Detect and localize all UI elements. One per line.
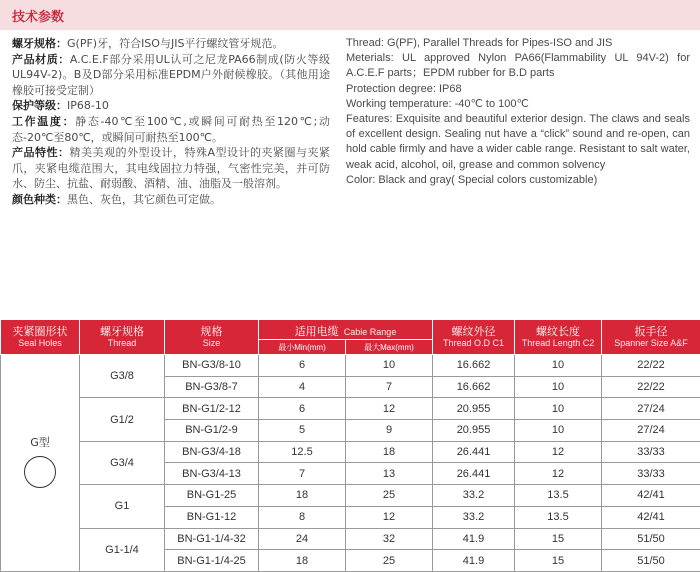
spec-text: 静态-40℃至100℃,或瞬间可耐热至120℃;动态-20℃至80℃，或瞬间可耐热至100℃。 <box>12 114 330 144</box>
thread-od-cell: 20.955 <box>433 398 515 420</box>
header-thread <box>80 320 165 355</box>
size-cell: BN-G3/8-7 <box>165 376 259 398</box>
header-en: Spanner Size A&F <box>614 338 688 348</box>
thread-od-cell: 16.662 <box>433 376 515 398</box>
thread-od-cell: 33.2 <box>433 485 515 507</box>
cable-max-cell: 13 <box>346 463 433 485</box>
size-cell: BN-G1-25 <box>165 485 259 507</box>
header-zh: 螺纹长度 <box>536 325 581 338</box>
thread-od-cell: 20.955 <box>433 420 515 442</box>
thread-od-cell: 26.441 <box>433 441 515 463</box>
thread-length-cell: 12 <box>515 441 602 463</box>
spec-material-zh <box>12 52 330 99</box>
spanner-cell: 51/50 <box>602 550 700 572</box>
thread-length-cell: 13.5 <box>515 485 602 507</box>
spanner-cell: 51/50 <box>602 528 700 550</box>
table-row <box>1 355 700 377</box>
size-cell: BN-G3/4-13 <box>165 463 259 485</box>
seal-type-label: G型 <box>30 436 50 450</box>
header-cable-range <box>259 320 433 340</box>
table-row <box>1 528 700 550</box>
cable-max-cell: 32 <box>346 528 433 550</box>
spec-temperature-zh <box>12 114 330 145</box>
thread-length-cell: 12 <box>515 463 602 485</box>
cable-min-cell: 8 <box>259 506 346 528</box>
header-spanner-size <box>602 320 700 355</box>
thread-od-cell: 41.9 <box>433 550 515 572</box>
header-size <box>165 320 259 355</box>
cable-min-cell: 4 <box>259 376 346 398</box>
spanner-cell: 27/24 <box>602 420 700 442</box>
spec-color-zh <box>12 192 330 208</box>
cable-min-cell: 12.5 <box>259 441 346 463</box>
header-en: Thread Length C2 <box>521 338 595 348</box>
thread-length-cell: 10 <box>515 398 602 420</box>
spec-temperature-en: Working temperature: -40℃ to 100℃ <box>346 97 529 110</box>
specs-chinese <box>12 36 330 208</box>
size-cell: BN-G1/2-12 <box>165 398 259 420</box>
header-cable-min: 最小Min(mm) <box>259 340 346 355</box>
thread-length-cell: 13.5 <box>515 506 602 528</box>
table-row <box>1 398 700 420</box>
spec-label: 保护等级： <box>12 99 67 113</box>
spec-features-zh <box>12 145 330 192</box>
header-en: Cabie Range <box>343 327 397 337</box>
header-cable-max: 最大Max(mm) <box>346 340 433 355</box>
header-zh: 螺纹外径 <box>451 325 496 338</box>
cable-min-cell: 6 <box>259 355 346 377</box>
spanner-cell: 33/33 <box>602 441 700 463</box>
section-title: 技术参数 <box>12 10 65 25</box>
spec-features-en: Features: Exquisite and beautiful exterior design. The claws and seals of excellent design. Sealing nut have a “click” sound and re-open, can hold cable firmly and have a wider cable range. Resistant to salt water, weak acid, alcohol, oil, grease and common solvency <box>346 113 690 171</box>
table-row <box>1 441 700 463</box>
header-en: Thread <box>107 338 137 348</box>
thread-length-cell: 10 <box>515 376 602 398</box>
seal-circle-icon <box>24 456 56 488</box>
spec-label: 产品材质： <box>12 52 70 66</box>
size-cell: BN-G3/8-10 <box>165 355 259 377</box>
thread-length-cell: 15 <box>515 528 602 550</box>
cable-max-cell: 12 <box>346 506 433 528</box>
thread-length-cell: 15 <box>515 550 602 572</box>
spec-text: A.C.E.F部分采用UL认可之尼龙PA66制成(防火等级UL94V-2)。B及D部分采用标准EPDM户外耐候橡胶。（其他用途橡胶可接受定制） <box>12 52 330 97</box>
size-cell: BN-G1/2-9 <box>165 420 259 442</box>
header-en: Seal Holes <box>18 338 62 348</box>
size-cell: BN-G1-1/4-25 <box>165 550 259 572</box>
table-row <box>1 485 700 507</box>
spec-table <box>0 319 700 572</box>
header-thread-length <box>515 320 602 355</box>
spec-label: 产品特性： <box>12 146 70 160</box>
spanner-cell: 42/41 <box>602 506 700 528</box>
cable-max-cell: 10 <box>346 355 433 377</box>
spec-text: 黑色、灰色，其它颜色可定做。 <box>67 192 221 206</box>
header-thread-od <box>433 320 515 355</box>
seal-shape-cell <box>1 355 80 572</box>
cable-max-cell: 25 <box>346 550 433 572</box>
thread-length-cell: 10 <box>515 420 602 442</box>
cable-max-cell: 25 <box>346 485 433 507</box>
cable-max-cell: 18 <box>346 441 433 463</box>
spec-thread-en: Thread: G(PF), Parallel Threads for Pipes-ISO and JIS <box>346 37 613 49</box>
spec-thread-zh <box>12 36 330 52</box>
table-body <box>1 355 700 572</box>
spec-text: G(PF)牙，符合ISO与JIS平行螺纹管牙规范。 <box>67 37 284 50</box>
cable-min-cell: 5 <box>259 420 346 442</box>
spec-color-en: Color: Black and gray( Special colors customizable) <box>346 173 598 186</box>
cable-min-cell: 24 <box>259 528 346 550</box>
thread-od-cell: 33.2 <box>433 506 515 528</box>
spec-label: 螺牙规格： <box>12 37 67 50</box>
spanner-cell: 27/24 <box>602 398 700 420</box>
section-header-bar <box>0 0 700 30</box>
cable-min-cell: 18 <box>259 550 346 572</box>
header-seal-holes <box>1 320 80 355</box>
header-zh: 规格 <box>200 325 223 338</box>
spanner-cell: 33/33 <box>602 463 700 485</box>
size-cell: BN-G3/4-18 <box>165 441 259 463</box>
thread-od-cell: 26.441 <box>433 463 515 485</box>
cable-min-cell: 6 <box>259 398 346 420</box>
spanner-cell: 22/22 <box>602 355 700 377</box>
thread-length-cell: 10 <box>515 355 602 377</box>
thread-cell: G1-1/4 <box>80 528 165 571</box>
thread-od-cell: 41.9 <box>433 528 515 550</box>
cable-max-cell: 7 <box>346 376 433 398</box>
spanner-cell: 22/22 <box>602 376 700 398</box>
spec-label: 工作温度： <box>12 114 76 128</box>
spec-material-en: Meterials: UL approved Nylon PA66(Flammability UL 94V-2) for A.C.E.F parts；EPDM rubber for B.D parts <box>346 52 690 80</box>
spec-protection-zh <box>12 98 330 114</box>
header-zh: 夹紧圈形状 <box>12 325 68 338</box>
header-zh: 螺牙规格 <box>100 325 144 338</box>
cable-max-cell: 12 <box>346 398 433 420</box>
header-en: Thread O.D C1 <box>443 338 505 348</box>
thread-cell: G1/2 <box>80 398 165 441</box>
header-zh: 适用电缆 <box>294 325 339 338</box>
size-cell: BN-G1-12 <box>165 506 259 528</box>
spec-text: 精美美观的外型设计，特殊A型设计的夹紧圈与夹紧爪，夹紧电缆范围大，其电线固拉力特强，气密性完美，并可防水、防尘、抗盐、耐弱酸、酒精、油、油脂及一般溶剂。 <box>12 146 330 191</box>
header-en: Size <box>202 338 221 348</box>
thread-od-cell: 16.662 <box>433 355 515 377</box>
spanner-cell: 42/41 <box>602 485 700 507</box>
spec-label: 颜色种类： <box>12 192 67 206</box>
size-cell: BN-G1-1/4-32 <box>165 528 259 550</box>
thread-cell: G3/8 <box>80 355 165 398</box>
spec-text: IP68-10 <box>67 99 109 113</box>
cable-min-cell: 7 <box>259 463 346 485</box>
thread-cell: G1 <box>80 485 165 528</box>
spec-protection-en: Protection degree: IP68 <box>346 82 462 95</box>
specs-english <box>346 36 690 188</box>
thread-cell: G3/4 <box>80 441 165 484</box>
header-zh: 扳手径 <box>634 325 668 338</box>
cable-max-cell: 9 <box>346 420 433 442</box>
cable-min-cell: 18 <box>259 485 346 507</box>
